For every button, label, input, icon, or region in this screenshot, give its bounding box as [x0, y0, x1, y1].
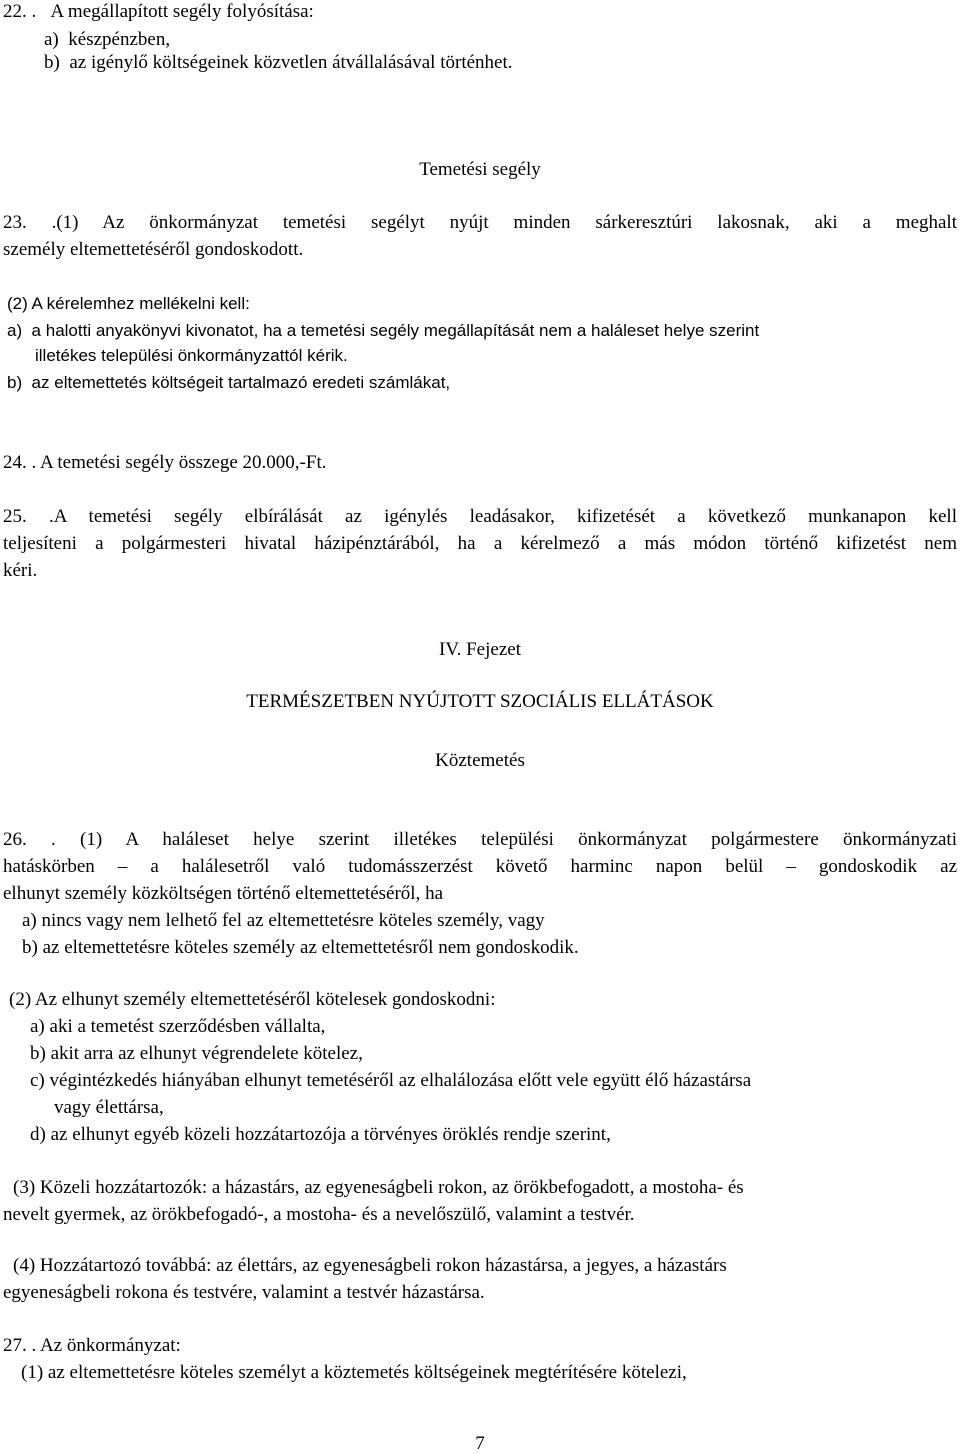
section-22-item-a: a) készpénzben,: [44, 29, 171, 50]
section-25-line-1: 25. .A temetési segély elbírálását az igénylés leadásakor, kifizetését a következő munkanapon kell: [3, 506, 957, 527]
section-23-item-a-line-2: illetékes települési önkormányzattól kérik.: [35, 346, 348, 365]
section-23-line-1: 23. .(1) Az önkormányzat temetési segélyt nyújt minden sárkeresztúri lakosnak, aki a meghalt: [3, 212, 957, 233]
section-22-item-b: b) az igénylő költségeinek közvetlen átvállalásával történhet.: [44, 52, 513, 73]
section-26-p3-line-2: nevelt gyermek, az örökbefogadó-, a mostoha- és a nevelőszülő, valamint a testvér.: [3, 1204, 635, 1225]
page-number: 7: [475, 1433, 485, 1454]
section-25-line-2: teljesíteni a polgármesteri hivatal házipénztárából, ha a kérelmező a más módon történő kifizetést nem: [3, 533, 957, 554]
heading-temetesi-segely: Temetési segély: [419, 159, 541, 180]
chapter-title: TERMÉSZETBEN NYÚJTOTT SZOCIÁLIS ELLÁTÁSOK: [246, 691, 714, 712]
section-23-p2-title: (2) A kérelemhez mellékelni kell:: [7, 294, 250, 313]
section-23-item-b: b) az eltemettetés költségeit tartalmazó eredeti számlákat,: [7, 373, 451, 392]
section-25-line-3: kéri.: [3, 560, 38, 581]
section-22-title: 22. . A megállapított segély folyósítása:: [3, 1, 314, 22]
section-23-line-2: személy eltemettetéséről gondoskodott.: [3, 239, 304, 260]
section-26-item-b: b) az eltemettetésre köteles személy az eltemettetésről nem gondoskodik.: [22, 937, 579, 958]
section-26-p4-line-2: egyeneságbeli rokona és testvére, valamint a testvér házastársa.: [3, 1282, 485, 1303]
section-26-p2-item-d: d) az elhunyt egyéb közeli hozzátartozója a törvényes öröklés rendje szerint,: [30, 1124, 611, 1145]
section-26-p2-title: (2) Az elhunyt személy eltemettetéséről kötelesek gondoskodni:: [9, 989, 496, 1010]
section-27-title: 27. . Az önkormányzat:: [3, 1335, 181, 1356]
section-26-p2-item-b: b) akit arra az elhunyt végrendelete kötelez,: [30, 1043, 363, 1064]
section-26-item-a: a) nincs vagy nem lelhető fel az eltemettetésre köteles személy, vagy: [22, 910, 545, 931]
section-26-line-3: elhunyt személy közköltségen történő eltemettetéséről, ha: [3, 883, 444, 904]
section-27-item-1: (1) az eltemettetésre köteles személyt a köztemetés költségeinek megtérítésére kötelezi,: [21, 1362, 687, 1383]
section-26-p3-line-1: (3) Közeli hozzátartozók: a házastárs, az egyeneságbeli rokon, az örökbefogadott, a mostoha- és: [13, 1177, 744, 1198]
section-26-p2-item-c-line-1: c) végintézkedés hiányában elhunyt temetéséről az elhalálozása előtt vele együtt élő házastársa: [30, 1070, 752, 1091]
section-23-item-a-line-1: a) a halotti anyakönyvi kivonatot, ha a temetési segély megállapítását nem a haláleset helye szerint: [7, 321, 760, 340]
section-26-line-1: 26. . (1) A haláleset helye szerint illetékes települési önkormányzat polgármestere önkormányzati: [3, 829, 957, 850]
section-26-line-2: hatáskörben – a halálesetről való tudomásszerzést követő harminc napon belül – gondoskodik az: [3, 856, 957, 877]
section-26-p4-line-1: (4) Hozzátartozó továbbá: az élettárs, az egyeneságbeli rokon házastársa, a jegyes, a házastárs: [13, 1255, 727, 1276]
chapter-number: IV. Fejezet: [439, 639, 521, 660]
section-26-p2-item-a: a) aki a temetést szerződésben vállalta,: [30, 1016, 326, 1037]
heading-koztemetes: Köztemetés: [435, 750, 525, 771]
section-26-p2-item-c-line-2: vagy élettársa,: [54, 1097, 164, 1118]
section-24: 24. . A temetési segély összege 20.000,-Ft.: [3, 452, 327, 473]
